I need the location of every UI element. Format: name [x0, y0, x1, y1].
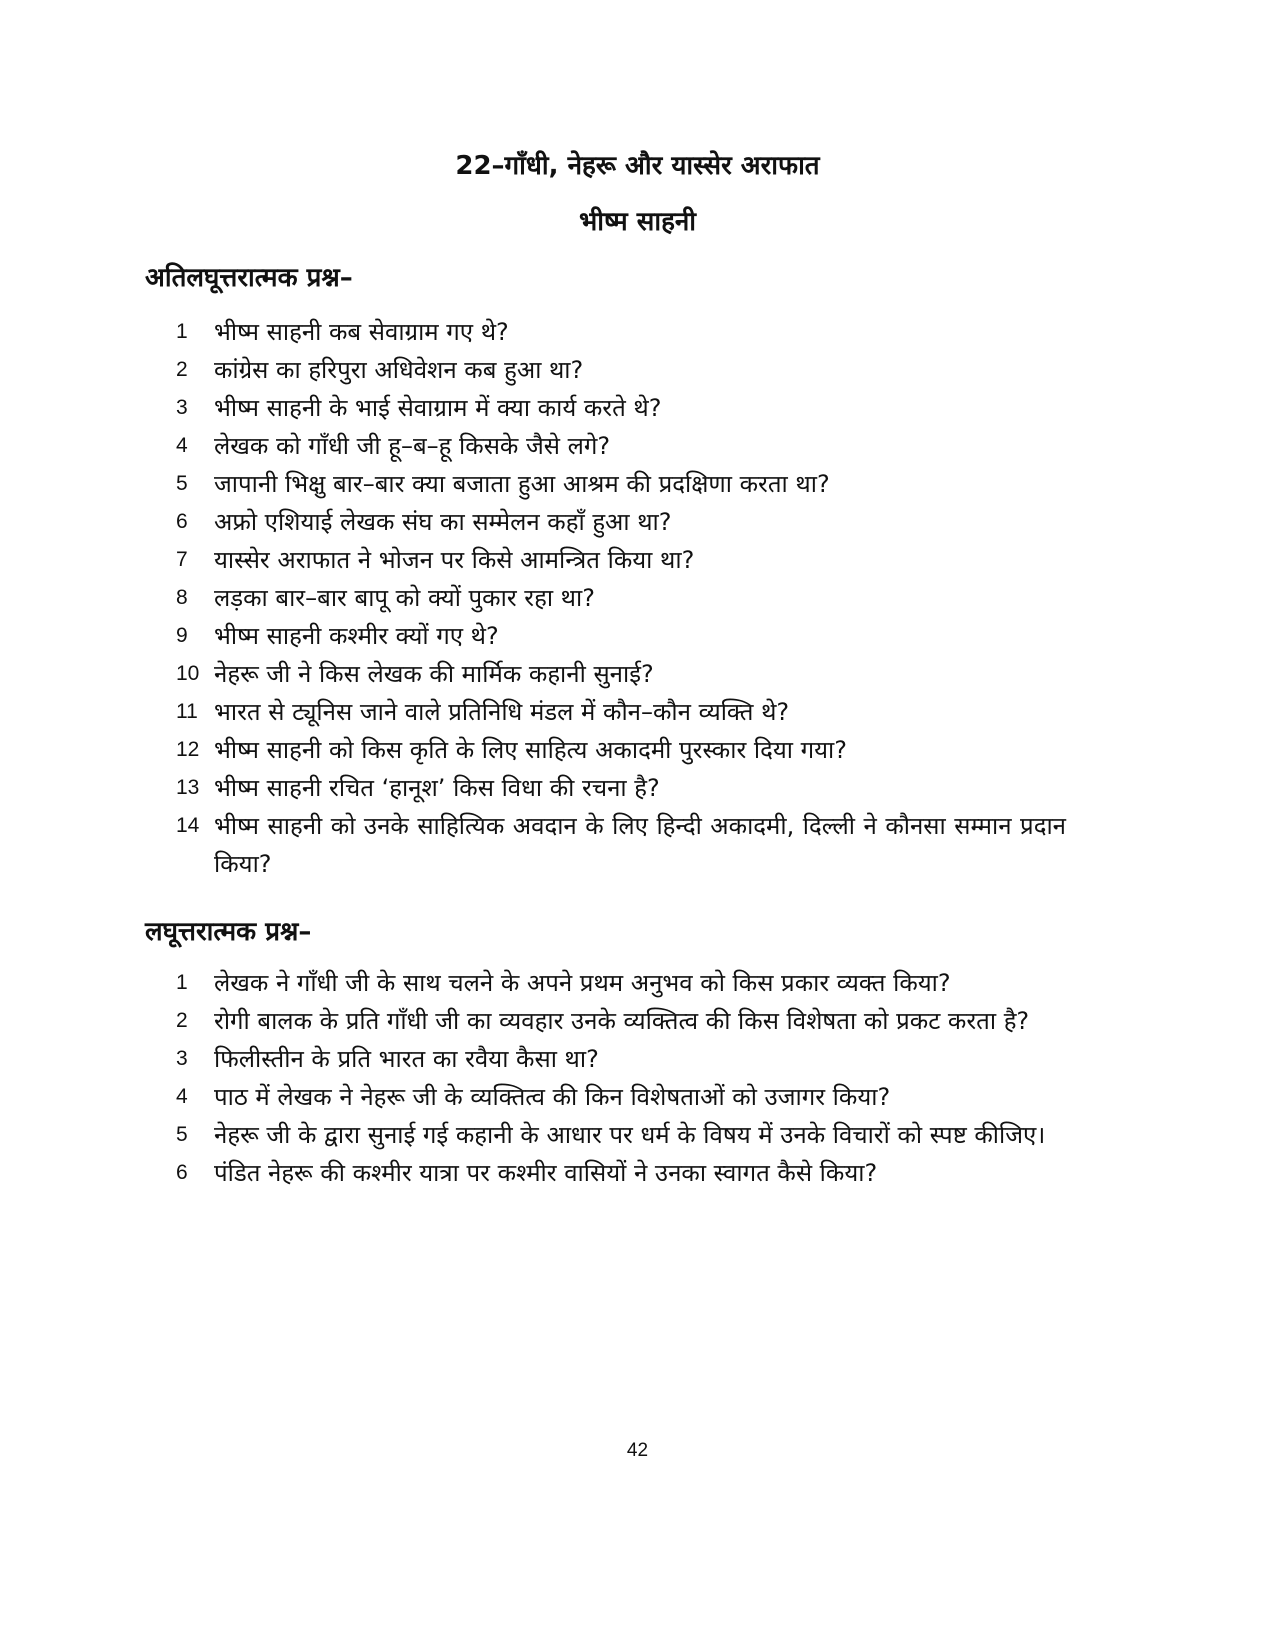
question-item	[176, 389, 1066, 427]
question-item	[176, 1040, 1066, 1078]
question-text: रोगी बालक के प्रति गाँधी जी का व्यवहार उनके व्यक्तित्व की किस विशेषता को प्रकट करता है?	[214, 1007, 1030, 1035]
question-text: अफ्रो एशियाई लेखक संघ का सम्मेलन कहाँ हुआ था?	[214, 508, 672, 536]
question-item	[176, 1116, 1066, 1154]
question-number: 3	[176, 396, 188, 419]
question-item	[176, 1002, 1066, 1040]
question-item	[176, 503, 1066, 541]
question-text: भीष्म साहनी के भाई सेवाग्राम में क्या कार्य करते थे?	[214, 394, 662, 422]
question-number: 6	[176, 510, 188, 533]
question-text: लेखक को गाँधी जी हू–ब–हू किसके जैसे लगे?	[214, 432, 611, 460]
question-item	[176, 655, 1066, 693]
question-number: 5	[176, 1123, 188, 1146]
question-item	[176, 964, 1066, 1002]
question-number: 5	[176, 472, 188, 495]
question-item	[176, 579, 1066, 617]
question-number: 1	[176, 971, 188, 994]
question-number: 4	[176, 1085, 188, 1108]
question-text: भीष्म साहनी कश्मीर क्यों गए थे?	[214, 622, 499, 650]
question-number: 6	[176, 1161, 188, 1184]
question-item	[176, 313, 1066, 351]
question-text: यास्सेर अराफात ने भोजन पर किसे आमन्त्रित किया था?	[214, 546, 695, 574]
question-number: 2	[176, 1009, 188, 1032]
question-item	[176, 351, 1066, 389]
question-text: लेखक ने गाँधी जी के साथ चलने के अपने प्रथम अनुभव को किस प्रकार व्यक्त किया?	[214, 969, 951, 997]
question-item	[176, 427, 1066, 465]
chapter-title: 22–गाँधी, नेहरू और यास्सेर अराफात	[455, 151, 820, 181]
question-number: 3	[176, 1047, 188, 1070]
question-text: कांग्रेस का हरिपुरा अधिवेशन कब हुआ था?	[214, 356, 584, 384]
question-item	[176, 769, 1066, 807]
question-item	[176, 693, 1066, 731]
section-heading-very-short: अतिलघूत्तरात्मक प्रश्न–	[145, 263, 353, 293]
question-text: भीष्म साहनी को उनके साहित्यिक अवदान के लिए हिन्दी अकादमी, दिल्ली ने कौनसा सम्मान प्रदान किया?	[214, 812, 1066, 878]
question-list-very-short	[176, 313, 1066, 883]
question-item	[176, 807, 1066, 883]
question-number: 11	[176, 700, 198, 723]
question-number: 12	[176, 738, 200, 761]
question-text: भीष्म साहनी को किस कृति के लिए साहित्य अकादमी पुरस्कार दिया गया?	[214, 736, 848, 764]
question-text: जापानी भिक्षु बार–बार क्या बजाता हुआ आश्रम की प्रदक्षिणा करता था?	[214, 470, 830, 498]
question-list-short	[176, 964, 1066, 1192]
page-number: 42	[626, 1440, 649, 1461]
question-number: 1	[176, 320, 188, 343]
question-text: नेहरू जी ने किस लेखक की मार्मिक कहानी सुनाई?	[214, 660, 654, 688]
question-number: 7	[176, 548, 188, 571]
question-text: भारत से ट्यूनिस जाने वाले प्रतिनिधि मंडल में कौन–कौन व्यक्ति थे?	[214, 698, 790, 726]
question-item	[176, 617, 1066, 655]
question-number: 8	[176, 586, 188, 609]
question-text: पंडित नेहरू की कश्मीर यात्रा पर कश्मीर वासियों ने उनका स्वागत कैसे किया?	[214, 1159, 878, 1187]
question-number: 13	[176, 776, 200, 799]
question-text: फिलीस्तीन के प्रति भारत का रवैया कैसा था?	[214, 1045, 599, 1073]
question-text: नेहरू जी के द्वारा सुनाई गई कहानी के आधार पर धर्म के विषय में उनके विचारों को स्पष्ट कीजिए।	[214, 1121, 1046, 1149]
author-name: भीष्म साहनी	[578, 207, 697, 237]
question-number: 9	[176, 624, 188, 647]
question-text: लड़का बार–बार बापू को क्यों पुकार रहा था?	[214, 584, 595, 612]
question-item	[176, 1078, 1066, 1116]
question-number: 10	[176, 662, 200, 685]
question-item	[176, 541, 1066, 579]
question-number: 4	[176, 434, 188, 457]
question-item	[176, 731, 1066, 769]
question-item	[176, 465, 1066, 503]
question-number: 2	[176, 358, 188, 381]
question-text: भीष्म साहनी रचित ‘हानूश’ किस विधा की रचना है?	[214, 774, 660, 802]
question-text: भीष्म साहनी कब सेवाग्राम गए थे?	[214, 318, 509, 346]
section-heading-short: लघूत्तरात्मक प्रश्न–	[145, 917, 312, 947]
question-text: पाठ में लेखक ने नेहरू जी के व्यक्तित्व की किन विशेषताओं को उजागर किया?	[214, 1083, 891, 1111]
question-item	[176, 1154, 1066, 1192]
question-number: 14	[176, 814, 200, 837]
